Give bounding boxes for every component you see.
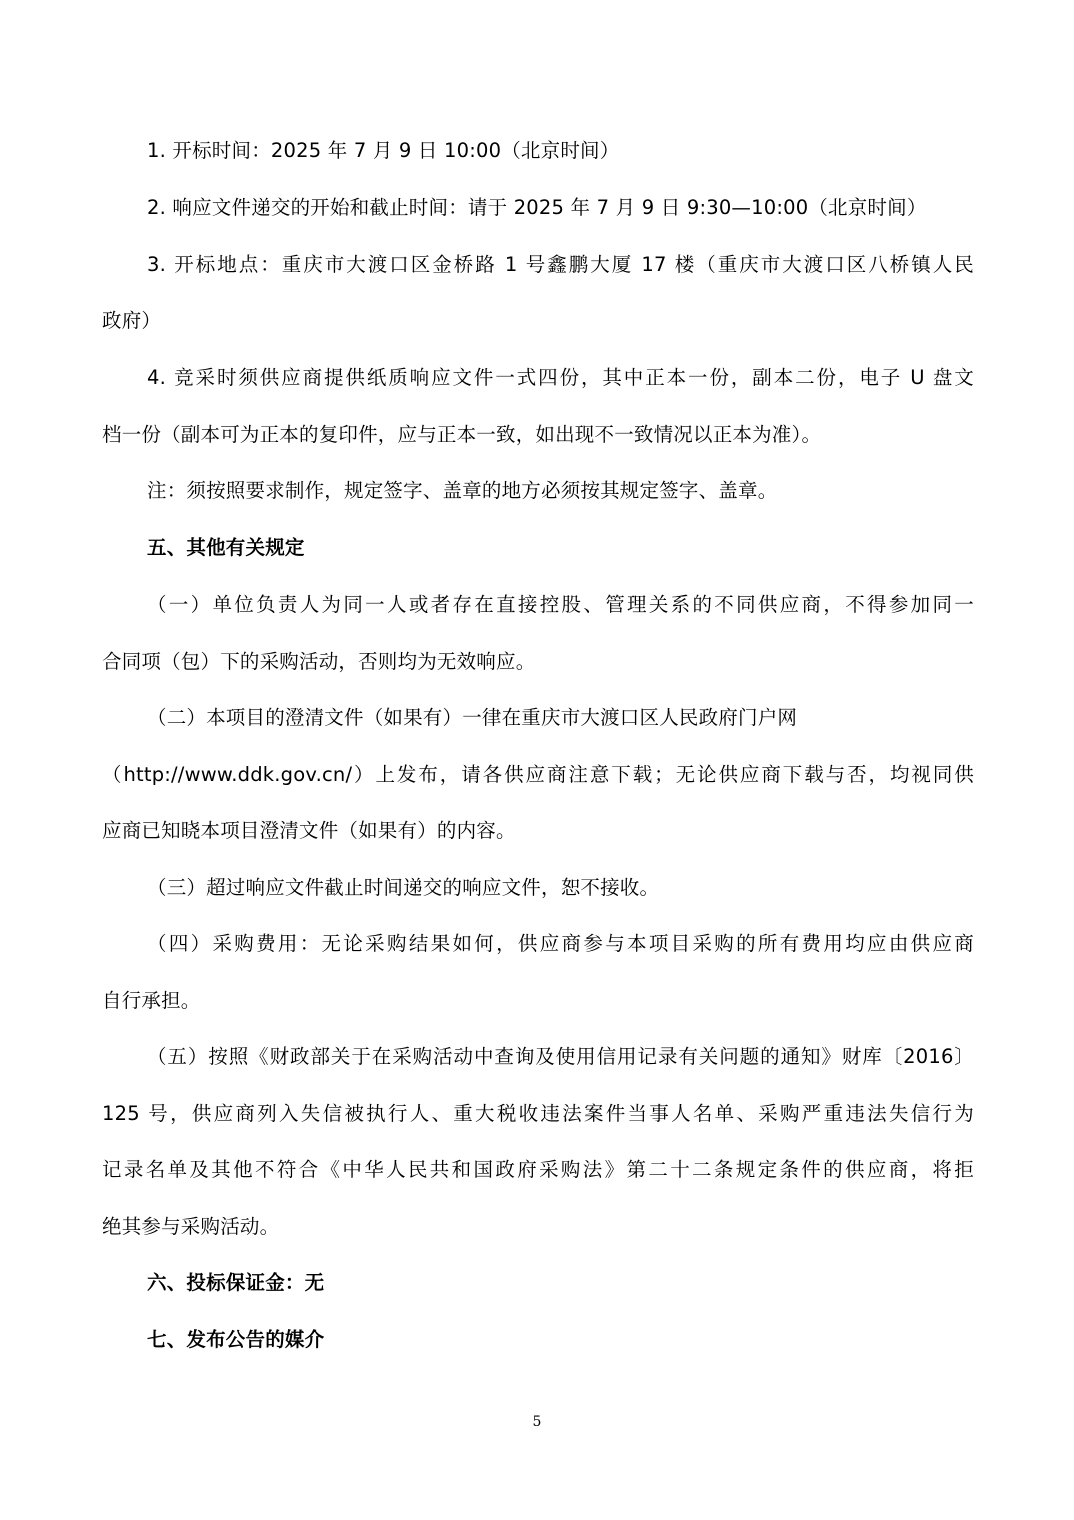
provision-5: （五）按照《财政部关于在采购活动中查询及使用信用记录有关问题的通知》财库〔2016〕 <box>147 1045 974 1068</box>
provision-5-continued-3: 绝其参与采购活动。 <box>102 1215 280 1238</box>
provision-1-continued: 合同项（包）下的采购活动，否则均为无效响应。 <box>102 650 536 673</box>
bid-opening-location-continued: 政府） <box>102 309 162 332</box>
provision-2: （二）本项目的澄清文件（如果有）一律在重庆市大渡口区人民政府门户网 <box>147 706 798 729</box>
provision-1: （一）单位负责人为同一人或者存在直接控股、管理关系的不同供应商，不得参加同一 <box>147 593 974 616</box>
provision-4-continued: 自行承担。 <box>102 989 201 1012</box>
provision-5-continued-2: 记录名单及其他不符合《中华人民共和国政府采购法》第二十二条规定条件的供应商，将拒 <box>102 1158 974 1181</box>
signature-note: 注：须按照要求制作，规定签字、盖章的地方必须按其规定签字、盖章。 <box>147 479 778 502</box>
bid-opening-time: 1. 开标时间：2025 年 7 月 9 日 10:00（北京时间） <box>147 139 620 162</box>
provision-2-continued-2: 应商已知晓本项目澄清文件（如果有）的内容。 <box>102 819 516 842</box>
response-documents-requirement: 4. 竞采时须供应商提供纸质响应文件一式四份，其中正本一份，副本二份，电子 U 盘文 <box>147 366 974 389</box>
bid-opening-location: 3. 开标地点：重庆市大渡口区金桥路 1 号鑫鹏大厦 17 楼（重庆市大渡口区八桥镇人民 <box>147 253 974 276</box>
provision-2-continued: （http://www.ddk.gov.cn/）上发布，请各供应商注意下载；无论供应商下载与否，均视同供 <box>102 763 974 786</box>
provision-4: （四）采购费用：无论采购结果如何，供应商参与本项目采购的所有费用均应由供应商 <box>147 932 974 955</box>
section-heading-announcement-media: 七、发布公告的媒介 <box>147 1328 325 1351</box>
section-heading-other-provisions: 五、其他有关规定 <box>147 536 305 559</box>
submission-time: 2. 响应文件递交的开始和截止时间：请于 2025 年 7 月 9 日 9:30—10:00（北京时间） <box>147 196 927 219</box>
page-number: 5 <box>532 1414 542 1430</box>
response-documents-requirement-continued: 档一份（副本可为正本的复印件，应与正本一致，如出现不一致情况以正本为准）。 <box>102 423 822 446</box>
provision-5-continued: 125 号，供应商列入失信被执行人、重大税收违法案件当事人名单、采购严重违法失信行为 <box>102 1102 974 1125</box>
section-heading-bid-bond: 六、投标保证金：无 <box>147 1271 325 1294</box>
provision-3: （三）超过响应文件截止时间递交的响应文件，恕不接收。 <box>147 876 660 899</box>
